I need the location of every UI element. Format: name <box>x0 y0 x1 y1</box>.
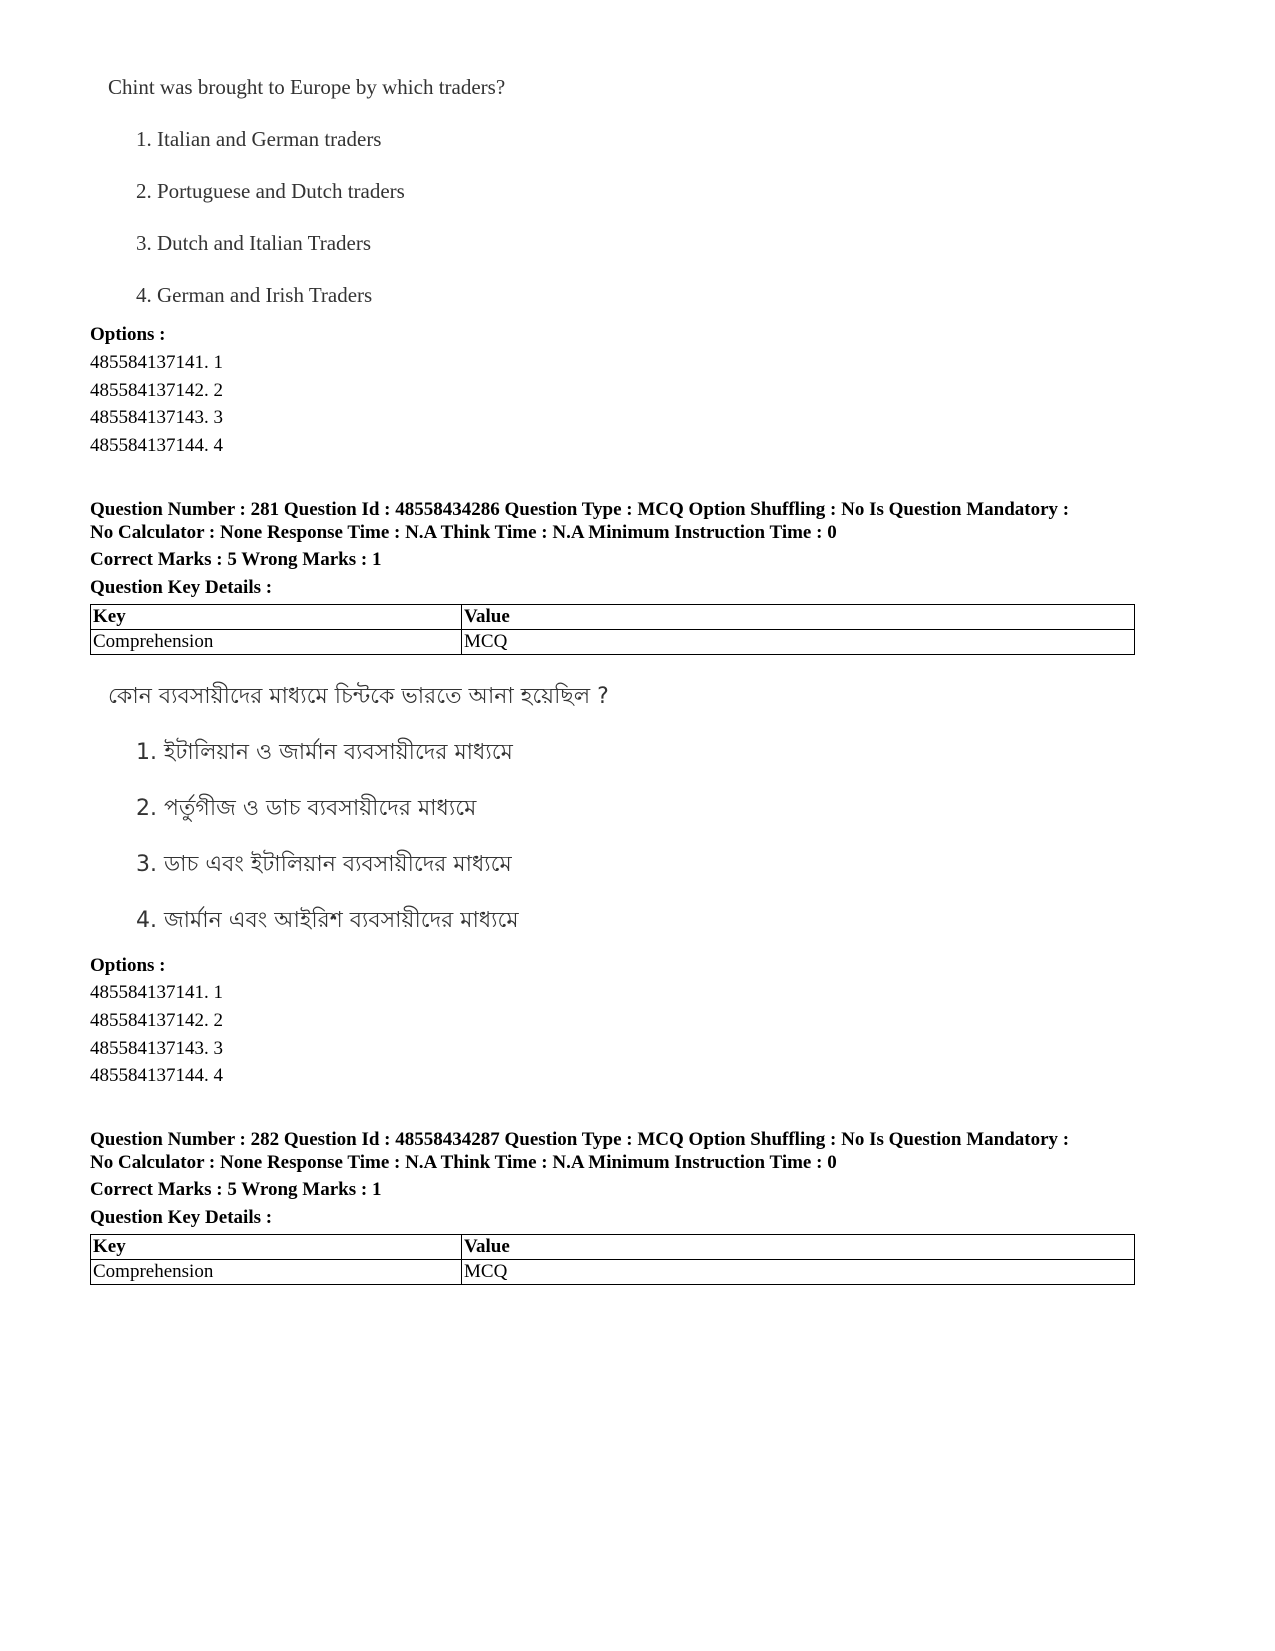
question-marks: Correct Marks : 5 Wrong Marks : 1 <box>90 549 382 570</box>
choice-2: 2. Portuguese and Dutch traders <box>136 179 405 203</box>
key-details-table <box>90 1234 1135 1285</box>
option-id-4: 485584137144. 4 <box>90 1065 223 1086</box>
option-id-2: 485584137142. 2 <box>90 380 223 401</box>
choice-4: 4. জার্মান এবং আইরিশ ব্যবসায়ীদের মাধ্যমে <box>136 908 519 933</box>
header-value: Value <box>462 1235 1135 1260</box>
question-stem: কোন ব্যবসায়ীদের মাধ্যমে চিন্টকে ভারতে আনা হয়েছিল ? <box>108 684 609 709</box>
options-label: Options : <box>90 955 166 976</box>
choice-3: 3. Dutch and Italian Traders <box>136 231 372 255</box>
key-details-label: Question Key Details : <box>90 1207 273 1228</box>
question-marks: Correct Marks : 5 Wrong Marks : 1 <box>90 1179 382 1200</box>
question-meta-line2: No Calculator : None Response Time : N.A Think Time : N.A Minimum Instruction Time : 0 <box>90 522 837 543</box>
cell-key: Comprehension <box>91 1260 462 1285</box>
option-id-4: 485584137144. 4 <box>90 435 223 456</box>
table-row <box>91 630 1135 655</box>
option-id-2: 485584137142. 2 <box>90 1010 223 1031</box>
question-image-english <box>108 74 808 314</box>
cell-value: MCQ <box>462 630 1135 655</box>
options-label: Options : <box>90 324 166 345</box>
cell-value: MCQ <box>462 1260 1135 1285</box>
question-image-bengali <box>108 684 808 944</box>
option-id-3: 485584137143. 3 <box>90 1038 223 1059</box>
question-meta-line1: Question Number : 282 Question Id : 48558434287 Question Type : MCQ Option Shuffling : No Is Question Mandatory : <box>90 1129 1070 1150</box>
choice-1: 1. Italian and German traders <box>136 127 382 151</box>
header-key: Key <box>91 1235 462 1260</box>
option-id-3: 485584137143. 3 <box>90 407 223 428</box>
option-id-1: 485584137141. 1 <box>90 352 223 373</box>
choice-1: 1. ইটালিয়ান ও জার্মান ব্যবসায়ীদের মাধ্যমে <box>136 740 513 765</box>
choice-3: 3. ডাচ এবং ইটালিয়ান ব্যবসায়ীদের মাধ্যমে <box>136 852 512 877</box>
question-stem: Chint was brought to Europe by which traders? <box>108 75 506 99</box>
choice-4: 4. German and Irish Traders <box>136 283 373 307</box>
header-value: Value <box>462 605 1135 630</box>
question-meta-line1: Question Number : 281 Question Id : 48558434286 Question Type : MCQ Option Shuffling : No Is Question Mandatory : <box>90 499 1070 520</box>
key-details-table <box>90 604 1135 655</box>
table-row <box>91 1260 1135 1285</box>
cell-key: Comprehension <box>91 630 462 655</box>
key-details-label: Question Key Details : <box>90 577 273 598</box>
choice-2: 2. পর্তুগীজ ও ডাচ ব্যবসায়ীদের মাধ্যমে <box>136 796 477 821</box>
table-header-row <box>91 1235 1135 1260</box>
question-meta-line2: No Calculator : None Response Time : N.A Think Time : N.A Minimum Instruction Time : 0 <box>90 1152 837 1173</box>
option-id-1: 485584137141. 1 <box>90 982 223 1003</box>
table-header-row <box>91 605 1135 630</box>
header-key: Key <box>91 605 462 630</box>
